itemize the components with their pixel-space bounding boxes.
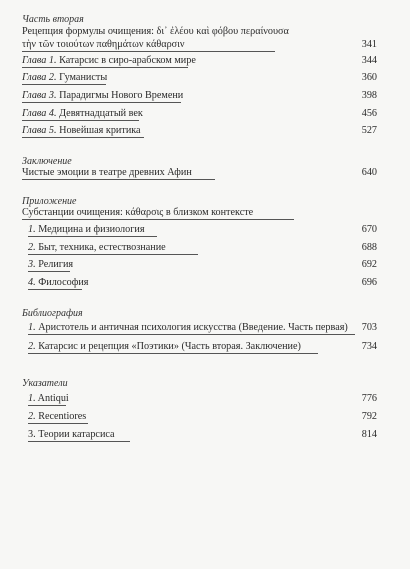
page-number: 640 xyxy=(361,167,377,178)
entry-title: Теории катарсиса xyxy=(38,429,115,440)
chapter-label: Глава 5. xyxy=(22,125,57,136)
section-heading: Заключение xyxy=(22,156,72,167)
entry-underline xyxy=(22,51,275,52)
page-number: 814 xyxy=(361,429,377,440)
entry-underline xyxy=(28,254,198,255)
entry-title: Рецепция формулы очищения: δι᾽ ἐλέου καὶ φόβου περαίνουσα xyxy=(22,26,289,37)
page-number: 696 xyxy=(361,277,377,288)
entry-underline xyxy=(28,423,88,424)
entry-title: Гуманисты xyxy=(59,72,108,83)
item-number: 4. xyxy=(28,277,36,288)
page-number: 703 xyxy=(361,322,377,333)
page-number: 341 xyxy=(361,39,377,50)
item-number: 1. xyxy=(28,393,36,404)
page-number: 776 xyxy=(361,393,377,404)
entry-underline xyxy=(22,137,144,138)
entry-title: Философия xyxy=(38,277,89,288)
page-number: 670 xyxy=(361,224,377,235)
entry-title: Быт, техника, естествознание xyxy=(38,242,166,253)
entry-underline xyxy=(22,120,139,121)
entry-title: Новейшая критика xyxy=(59,125,141,136)
page-number: 527 xyxy=(361,125,377,136)
page-number: 344 xyxy=(361,55,377,66)
page-number: 398 xyxy=(361,90,377,101)
entry-title: Чистые эмоции в театре древних Афин xyxy=(22,167,192,178)
section-heading: Часть вторая xyxy=(22,14,84,25)
entry-underline xyxy=(22,219,294,220)
entry-title: Религия xyxy=(38,259,74,270)
item-number: 1. xyxy=(28,224,36,235)
entry-underline xyxy=(28,289,82,290)
entry-underline xyxy=(28,353,318,354)
item-number: 2. xyxy=(28,411,36,422)
entry-title: Медицина и физиология xyxy=(38,224,145,235)
page-number: 688 xyxy=(361,242,377,253)
entry-title: Катарсис и рецепция «Поэтики» (Часть вторая. Заключение) xyxy=(38,341,301,352)
page-number: 792 xyxy=(361,411,377,422)
entry-title: Antiqui xyxy=(37,393,69,404)
section-heading: Библиография xyxy=(22,308,83,319)
entry-underline xyxy=(22,179,215,180)
entry-underline xyxy=(22,102,181,103)
section-heading: Приложение xyxy=(22,196,77,207)
entry-underline xyxy=(28,334,355,335)
entry-underline xyxy=(28,405,66,406)
page-number: 456 xyxy=(361,108,377,119)
entry-title: Recentiores xyxy=(38,411,87,422)
page-number: 360 xyxy=(361,72,377,83)
chapter-label: Глава 3. xyxy=(22,90,57,101)
entry-underline xyxy=(28,271,70,272)
entry-underline xyxy=(22,84,106,85)
entry-underline xyxy=(28,236,157,237)
entry-title: τὴν τῶν τοιούτων παθημάτων κάθαρσιν xyxy=(22,39,185,50)
entry-title: Парадигмы Нового Времени xyxy=(59,90,184,101)
entry-underline xyxy=(28,441,130,442)
item-number: 2. xyxy=(28,242,36,253)
page-number: 734 xyxy=(361,341,377,352)
entry-underline xyxy=(22,67,188,68)
page-number: 692 xyxy=(361,259,377,270)
item-number: 3. xyxy=(28,259,36,270)
section-heading: Указатели xyxy=(22,378,68,389)
entry-title: Девятнадцатый век xyxy=(59,108,143,119)
entry-title: Аристотель и античная психология искусства (Введение. Часть первая) xyxy=(38,322,348,333)
chapter-label: Глава 4. xyxy=(22,108,57,119)
chapter-label: Глава 1. xyxy=(22,55,57,66)
item-number: 1. xyxy=(28,322,36,333)
chapter-label: Глава 2. xyxy=(22,72,57,83)
item-number: 3. xyxy=(28,429,36,440)
entry-title: Субстанции очищения: κάθαρσις в близком контексте xyxy=(22,207,254,218)
item-number: 2. xyxy=(28,341,36,352)
entry-title: Катарсис в сиро-арабском мире xyxy=(59,55,196,66)
